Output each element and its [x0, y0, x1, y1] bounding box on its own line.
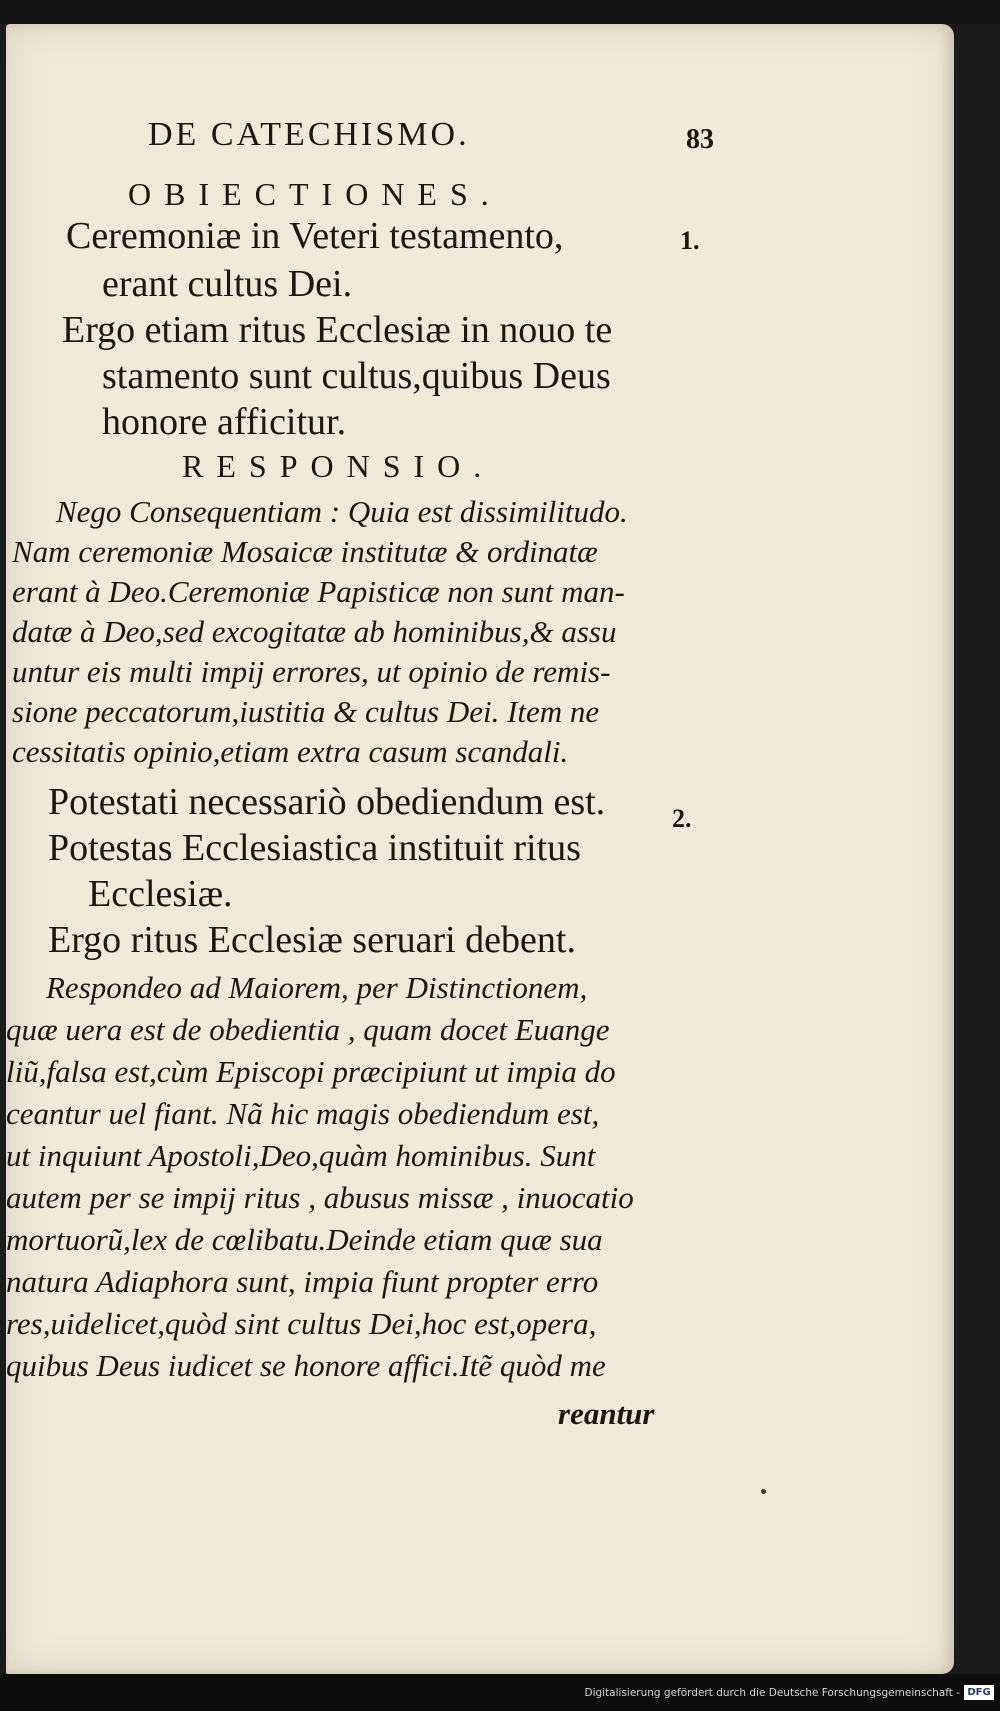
running-head: DE CATECHISMO. [148, 116, 470, 153]
book-page [6, 24, 954, 1674]
response-1-line: cessitatis opinio,etiam extra casum scandali. [12, 734, 569, 769]
objection-2-line: Ecclesiæ. [88, 873, 233, 915]
response-2-line: mortuorũ,lex de cœlibatu.Deinde etiam quæ sua [6, 1222, 603, 1257]
response-2-line: autem per se impij ritus , abusus missæ , inuocatio [6, 1180, 634, 1215]
catchword: reantur [558, 1396, 655, 1431]
digitization-credit: Digitalisierung gefördert durch die Deutsche Forschungsgemeinschaft - [584, 1687, 960, 1699]
response-2-line: res,uidelicet,quòd sint cultus Dei,hoc est,opera, [6, 1306, 597, 1341]
response-2-line: ceantur uel fiant. Nã hic magis obediendum est, [6, 1096, 600, 1131]
response-2-line: liũ,falsa est,cùm Episcopi præcipiunt ut impia do [6, 1054, 616, 1089]
objection-2-marker: 2. [672, 804, 692, 833]
objection-1-line: Ergo etiam ritus Ecclesiæ in nouo te [62, 309, 613, 351]
response-1-line: untur eis multi impij errores, ut opinio de remis- [12, 654, 611, 689]
response-1-line: Nam ceremoniæ Mosaicæ institutæ & ordinatæ [12, 534, 598, 569]
objection-1-line: honore afficitur. [102, 401, 347, 443]
response-1-line: datæ à Deo,sed excogitatæ ab hominibus,& assu [12, 614, 617, 649]
response-2-line: ut inquiunt Apostoli,Deo,quàm hominibus. Sunt [6, 1138, 596, 1173]
objection-1-line: Ceremoniæ in Veteri testamento, [66, 215, 564, 257]
response-1-line: sione peccatorum,iustitia & cultus Dei. Item ne [12, 694, 600, 729]
objection-2-line: Potestas Ecclesiastica instituit ritus [48, 827, 581, 869]
response-2-line: Respondeo ad Maiorem, per Distinctionem, [46, 970, 588, 1005]
objections-heading: OBIECTIONES. [128, 176, 502, 212]
response-heading: RESPONSIO. [182, 448, 495, 484]
objection-2-line: Potestati necessariò obediendum est. [48, 781, 606, 823]
ink-speck [761, 1489, 766, 1494]
response-1-line: erant à Deo.Ceremoniæ Papisticæ non sunt man- [12, 574, 625, 609]
dfg-logo: DFG [964, 1685, 994, 1700]
objection-1-marker: 1. [680, 226, 700, 255]
response-2-line: quibus Deus iudicet se honore affici.Itẽ quòd me [6, 1348, 606, 1383]
response-2-line: quæ uera est de obedientia , quam docet Euange [6, 1012, 610, 1047]
folio-number: 83 [686, 124, 714, 155]
scan-top-border [0, 0, 1000, 24]
objection-1-line: erant cultus Dei. [102, 263, 353, 305]
response-2-line: natura Adiaphora sunt, impia fiunt propter erro [6, 1264, 599, 1299]
objection-2-line: Ergo ritus Ecclesiæ seruari debent. [48, 919, 576, 961]
response-1-line: Nego Consequentiam : Quia est dissimilitudo. [56, 494, 628, 529]
objection-1-line: stamento sunt cultus,quibus Deus [102, 355, 611, 397]
